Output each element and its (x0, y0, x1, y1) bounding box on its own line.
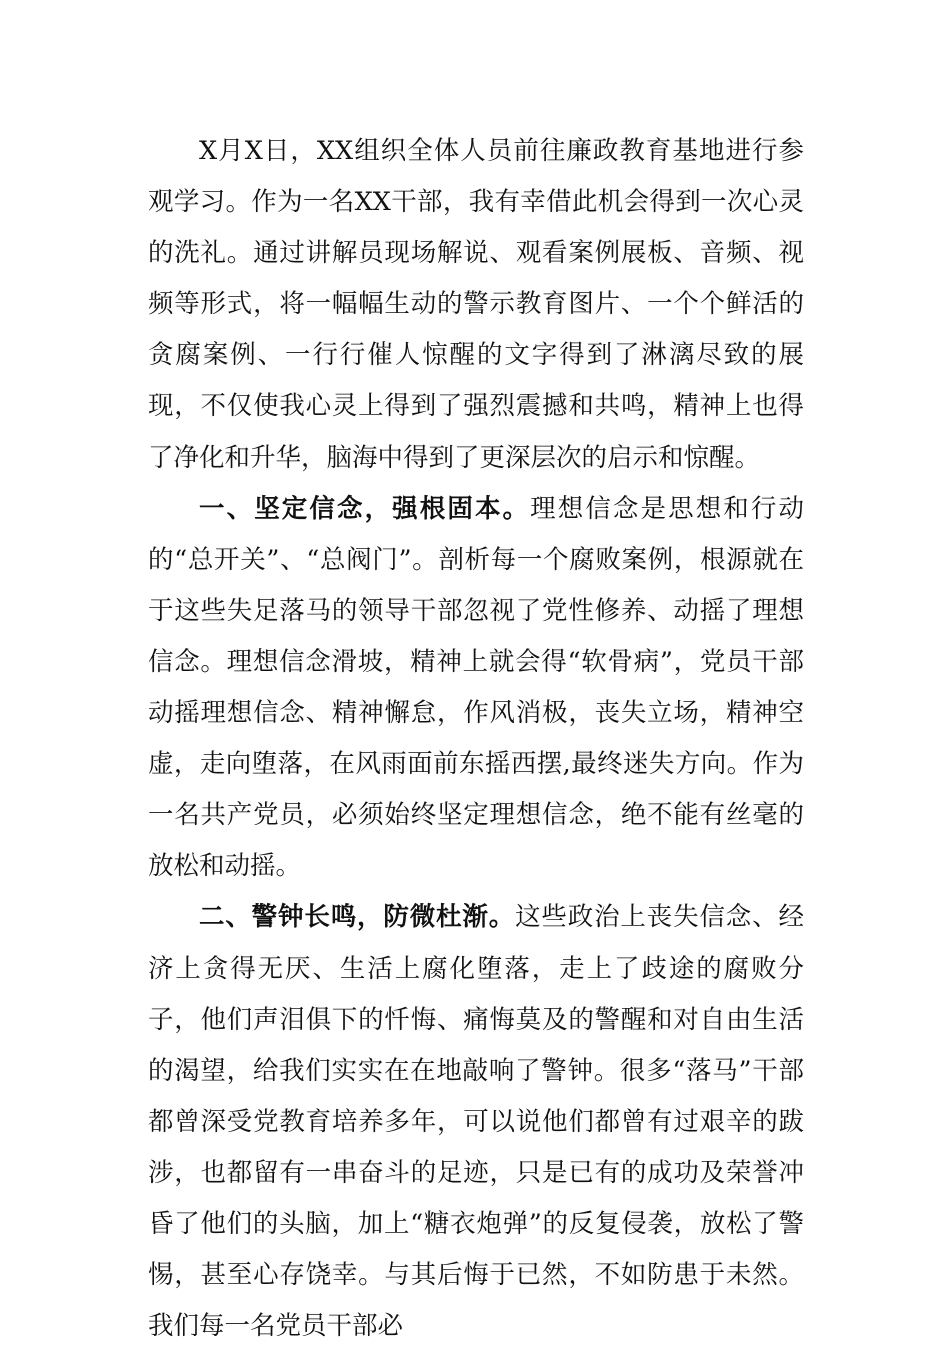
section-1-heading: 一、坚定信念，强根固本。 (199, 493, 531, 524)
section-2-text: 这些政治上丧失信念、经济上贪得无厌、生活上腐化堕落，走上了歧途的腐败分子，他们声泪俱下的忏悔、痛悔莫及的警醒和对自由生活的渴望，给我们实实在在地敲响了警钟。很多“落马”干部都曾深受党教育培养多年，可以说他们都曾有过艰辛的跋涉，也都留有一串奋斗的足迹，只是已有的成功及荣誉冲昏了他们的头脑，加上“糖衣炮弹”的反复侵袭，放松了警惕，甚至心存饶幸。与其后悔于已然，不如防患于未然。我们每一名党员干部必 (148, 902, 804, 1342)
document-body (148, 126, 804, 1352)
paragraph-section-1 (148, 484, 804, 893)
section-1-text: 理想信念是思想和行动的“总开关”、“总阀门”。剖析每一个腐败案例，根源就在于这些失足落马的领导干部忽视了党性修养、动摇了理想信念。理想信念滑坡，精神上就会得“软骨病”，党员干部动摇理想信念、精神懈怠，作风消极，丧失立场，精神空虚，走向堕落，在风雨面前东摇西摆,最终迷失方向。作为一名共产党员，必须始终坚定理想信念，绝不能有丝毫的放松和动摇。 (148, 493, 804, 882)
paragraph-section-2 (148, 892, 804, 1352)
paragraph-intro (148, 126, 804, 484)
paragraph-intro-text: X月X日，XX组织全体人员前往廉政教育基地进行参观学习。作为一名XX干部，我有幸借此机会得到一次心灵的洗礼。通过讲解员现场解说、观看案例展板、音频、视频等形式，将一幅幅生动的警示教育图片、一个个鲜活的贪腐案例、一行行催人惊醒的文字得到了淋漓尽致的展现，不仅使我心灵上得到了强烈震撼和共鸣，精神上也得了净化和升华，脑海中得到了更深层次的启示和惊醒。 (148, 136, 804, 473)
section-2-heading: 二、警钟长鸣，防微杜渐。 (199, 902, 516, 933)
